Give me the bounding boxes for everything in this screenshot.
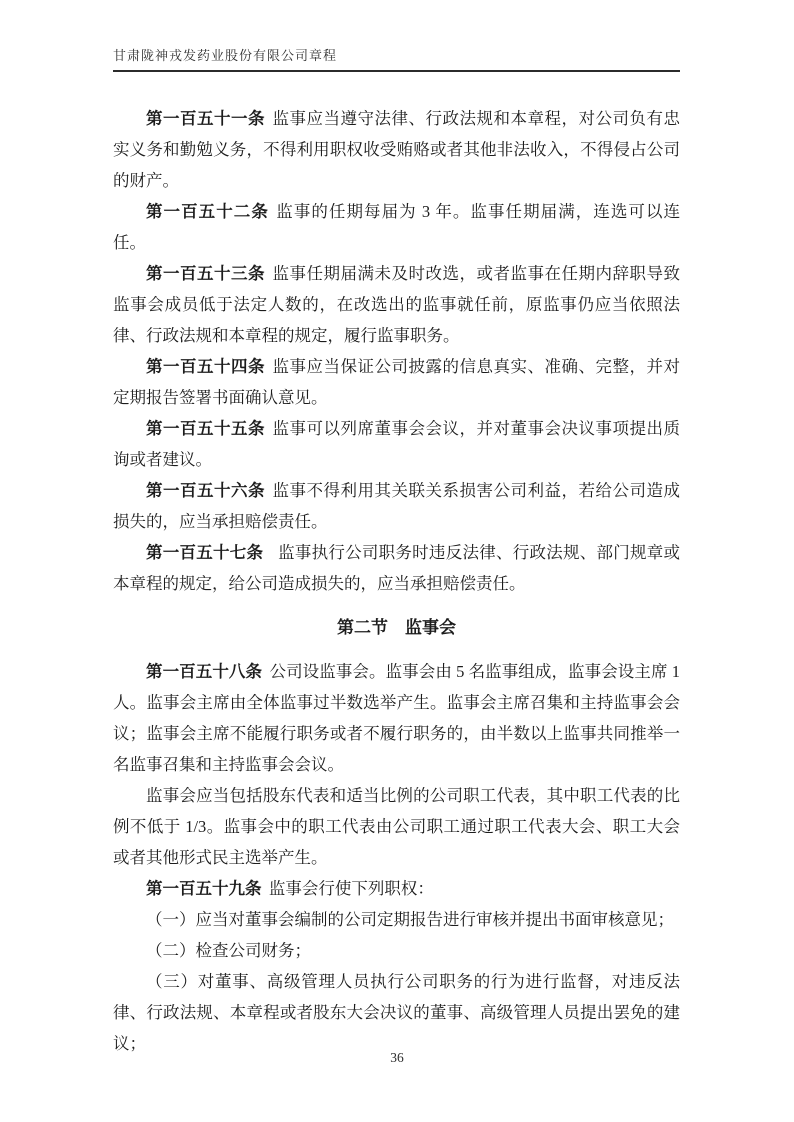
supervisory-board-composition-paragraph (113, 780, 680, 873)
article-155-text: 监事可以列席董事会会议，并对董事会决议事项提出质询或者建议。 (113, 419, 681, 469)
list-item-1 (113, 904, 680, 935)
article-155-number: 第一百五十五条 (146, 419, 266, 438)
article-153-number: 第一百五十三条 (146, 264, 266, 283)
list-item-2-text: （二）检查公司财务； (146, 941, 311, 960)
article-159-text: 监事会行使下列职权： (268, 879, 434, 898)
article-154-number: 第一百五十四条 (146, 357, 266, 376)
page-number: 36 (390, 1050, 404, 1065)
article-156-number: 第一百五十六条 (146, 481, 266, 500)
article-157-text: 监事执行公司职务时违反法律、行政法规、部门规章或本章程的规定，给公司造成损失的，应当承担赔偿责任。 (113, 543, 681, 593)
article-152-paragraph (113, 196, 680, 258)
list-item-2 (113, 935, 680, 966)
article-159-paragraph (113, 873, 680, 904)
article-156-paragraph (113, 475, 680, 537)
article-159-number: 第一百五十九条 (146, 879, 262, 898)
article-152-text: 监事的任期每届为 3 年。监事任期届满，连选可以连任。 (113, 202, 681, 252)
document-body (113, 103, 680, 1059)
article-158-number: 第一百五十八条 (146, 662, 263, 681)
supervisory-board-composition-text: 监事会应当包括股东代表和适当比例的公司职工代表，其中职工代表的比例不低于 1/3。监事会中的职工代表由公司职工通过职工代表大会、职工大会或者其他形式民主选举产生。 (113, 786, 680, 867)
article-152-number: 第一百五十二条 (146, 202, 269, 221)
article-158-text: 公司设监事会。监事会由 5 名监事组成，监事会设主席 1 人。监事会主席由全体监事过半数选举产生。监事会主席召集和主持监事会会议；监事会主席不能履行职务或者不履行职务的，由半数以上监事共同推举一名监事召集和主持监事会会议。 (113, 662, 681, 774)
article-153-paragraph (113, 258, 680, 351)
list-item-3-text: （三）对董事、高级管理人员执行公司职务的行为进行监督，对违反法律、行政法规、本章程或者股东大会决议的董事、高级管理人员提出罢免的建议； (113, 972, 680, 1053)
article-156-text: 监事不得利用其关联关系损害公司利益，若给公司造成损失的，应当承担赔偿责任。 (113, 481, 681, 531)
section-heading: 第二节 监事会 (337, 618, 456, 637)
article-155-paragraph (113, 413, 680, 475)
article-158-paragraph (113, 656, 680, 780)
list-item-1-text: （一）应当对董事会编制的公司定期报告进行审核并提出书面审核意见； (146, 910, 674, 929)
article-157-number: 第一百五十七条 (146, 543, 264, 562)
document-header (113, 45, 680, 72)
article-151-paragraph (113, 103, 680, 196)
article-151-number: 第一百五十一条 (146, 109, 266, 128)
article-153-text: 监事任期届满未及时改选，或者监事在任期内辞职导致监事会成员低于法定人数的，在改选出的监事就任前，原监事仍应当依照法律、行政法规和本章程的规定，履行监事职务。 (113, 264, 681, 345)
document-header-title: 甘肃陇神戎发药业股份有限公司章程 (113, 48, 338, 63)
article-154-paragraph (113, 351, 680, 413)
article-151-text: 监事应当遵守法律、行政法规和本章程，对公司负有忠实义务和勤勉义务，不得利用职权收受贿赂或者其他非法收入，不得侵占公司的财产。 (113, 109, 681, 190)
list-item-3 (113, 966, 680, 1059)
article-154-text: 监事应当保证公司披露的信息真实、准确、完整，并对定期报告签署书面确认意见。 (113, 357, 681, 407)
article-157-paragraph (113, 537, 680, 599)
